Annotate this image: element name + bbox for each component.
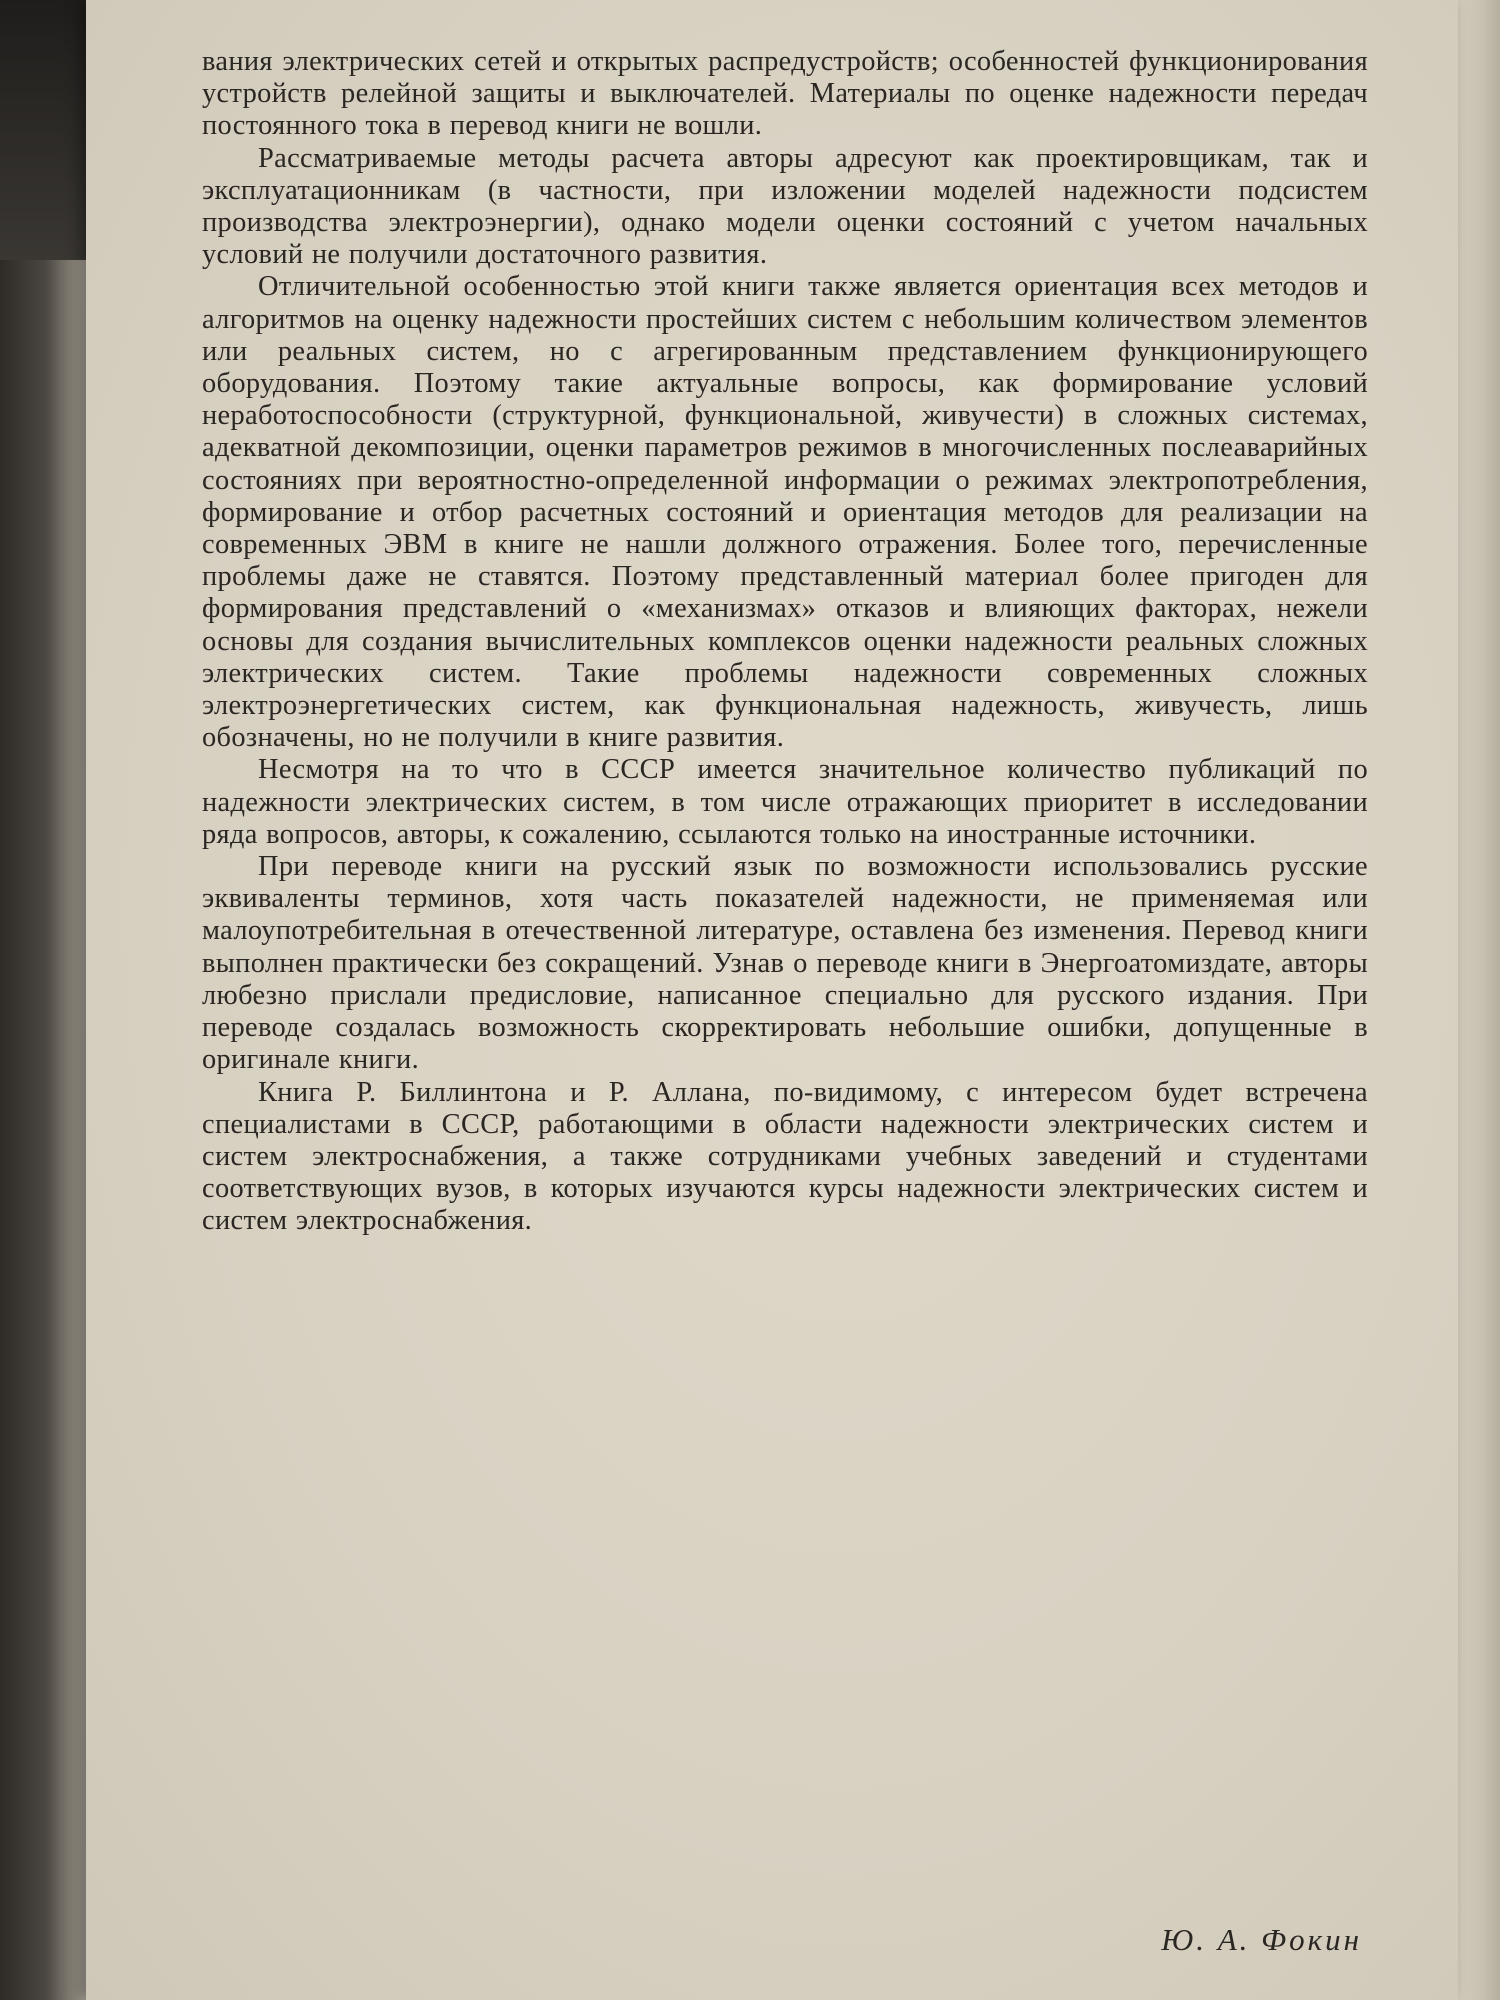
background-corner (0, 0, 90, 260)
paragraph-1: вания электрических сетей и открытых распредустройств; особенностей функционирования устройств релейной защиты и выключателей. Материалы по оценке надежности передач постоянного тока в перевод книги не вошли. (202, 46, 1368, 142)
paragraph-6: Книга Р. Биллинтона и Р. Аллана, по-видимому, с интересом будет встречена специалистами в СССР, работающими в области надежности электрических систем и систем электроснабжения, а также сотрудниками учебных заведений и студентами соответствующих вузов, в которых изучаются курсы надежности электрических систем и систем электроснабжения. (202, 1076, 1368, 1237)
paragraph-3: Отличительной особенностью этой книги также является ориентация всех методов и алгоритмов на оценку надежности простейших систем с небольшим количеством элементов или реальных систем, но с агрегированным представлением функционирующего оборудования. Поэтому такие актуальные вопросы, как формирование условий неработоспособности (структурной, функциональной, живучести) в сложных системах, адекватной декомпозиции, оценки параметров режимов в многочисленных послеаварийных состояниях при вероятностно-определенной информации о режимах электропотребления, формирование и отбор расчетных состояний и ориентация методов для реализации на современных ЭВМ в книге не нашли должного отражения. Более того, перечисленные проблемы даже не ставятся. Поэтому представленный материал более пригоден для формирования представлений о «механизмах» отказов и влияющих факторах, нежели основы для создания вычислительных комплексов оценки надежности реальных сложных электрических систем. Такие проблемы надежности современных сложных электроэнергетических систем, как функциональная надежность, живучесть, лишь обозначены, но не получили в книге развития. (202, 271, 1368, 754)
paragraph-4: Несмотря на то что в СССР имеется значительное количество публикаций по надежности электрических систем, в том числе отражающих приоритет в исследовании ряда вопросов, авторы, к сожалению, ссылаются только на иностранные источники. (202, 754, 1368, 850)
page-text (202, 46, 1368, 1238)
author-signature: Ю. А. Фокин (1161, 1922, 1362, 1957)
paragraph-5: При переводе книги на русский язык по возможности использовались русские эквиваленты терминов, хотя часть показателей надежности, не применяемая или малоупотребительная в отечественной литературе, оставлена без изменения. Перевод книги выполнен практически без сокращений. Узнав о переводе книги в Энергоатомиздате, авторы любезно прислали предисловие, написанное специально для русского издания. При переводе создалась возможность скорректировать небольшие ошибки, допущенные в оригинале книги. (202, 851, 1368, 1076)
paragraph-2: Рассматриваемые методы расчета авторы адресуют как проектировщикам, так и эксплуатационникам (в частности, при изложении моделей надежности подсистем производства электроэнергии), однако модели оценки состояний с учетом начальных условий не получили достаточного развития. (202, 142, 1368, 271)
next-page-edge (1458, 0, 1500, 2000)
